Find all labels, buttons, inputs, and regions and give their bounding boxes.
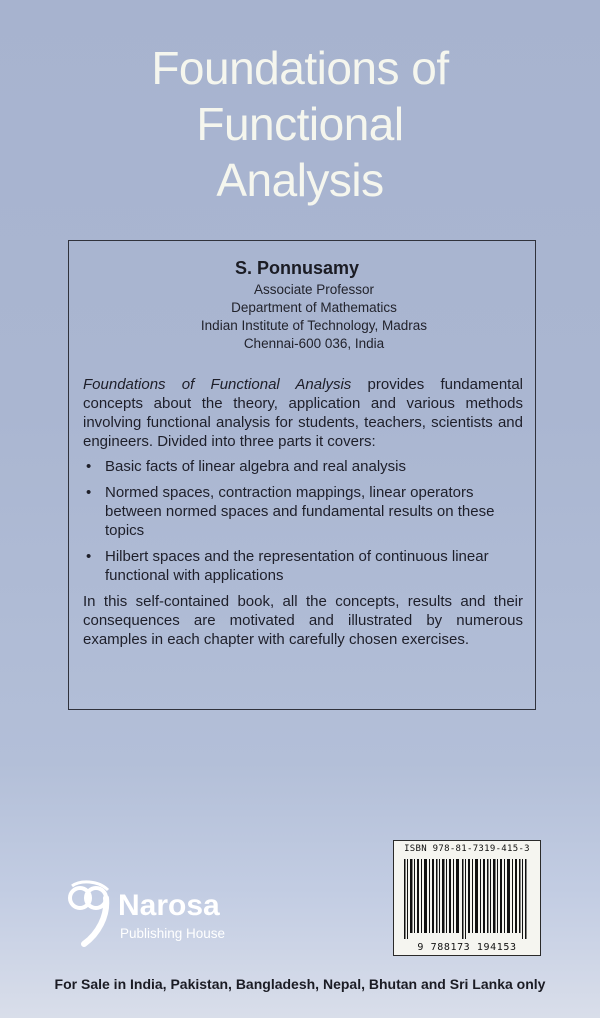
title-line-1: Foundations of (151, 42, 449, 94)
author-institute: Indian Institute of Technology, Madras (200, 318, 428, 333)
bullet-icon: • (86, 484, 92, 501)
list-item (83, 547, 523, 585)
title-line-3: Analysis (216, 154, 384, 206)
list-item (83, 483, 523, 540)
author-name: S. Ponnusamy (234, 258, 360, 278)
bullet-icon: • (86, 458, 92, 475)
description-closing: In this self-contained book, all the concepts, results and their consequences are motivated and illustrated by numerous examples in each chapter with carefully chosen exercises. (83, 593, 523, 648)
description-book-title: Foundations of Functional Analysis (83, 376, 352, 393)
bullet-icon: • (86, 548, 92, 565)
list-item-text: Hilbert spaces and the representation of continuous linear functional with applications (105, 548, 489, 584)
isbn-barcode (393, 840, 541, 956)
description-box (68, 240, 536, 710)
publisher-name: Narosa (118, 889, 220, 922)
description-intro (83, 375, 523, 451)
isbn-label: ISBN 978-81-7319-415-3 (404, 844, 530, 854)
barcode-icon (400, 859, 536, 939)
barcode-digits: 9 788173 194153 (417, 942, 517, 953)
title-line-2: Functional (196, 98, 404, 150)
author-city: Chennai-600 036, India (243, 336, 385, 351)
book-description (83, 375, 523, 649)
author-department: Department of Mathematics (231, 300, 397, 315)
publisher-logo (66, 874, 256, 954)
list-item-text: Basic facts of linear algebra and real analysis (105, 458, 406, 475)
sales-territory-note: For Sale in India, Pakistan, Bangladesh, Nepal, Bhutan and Sri Lanka only (54, 976, 546, 992)
description-intro-text: provides fundamental concepts about the theory, application and various methods involving functional analysis for students, teachers, scientists and engineers. Divided into three parts it covers: (83, 376, 524, 450)
book-title (0, 40, 600, 208)
list-item (83, 457, 523, 476)
narosa-mark-icon (66, 876, 118, 948)
author-block (69, 255, 535, 353)
contents-list (83, 457, 523, 585)
list-item-text: Normed spaces, contraction mappings, linear operators between normed spaces and fundamental results on these topics (105, 484, 495, 539)
author-title: Associate Professor (253, 282, 375, 297)
publisher-subtitle: Publishing House (120, 926, 226, 941)
